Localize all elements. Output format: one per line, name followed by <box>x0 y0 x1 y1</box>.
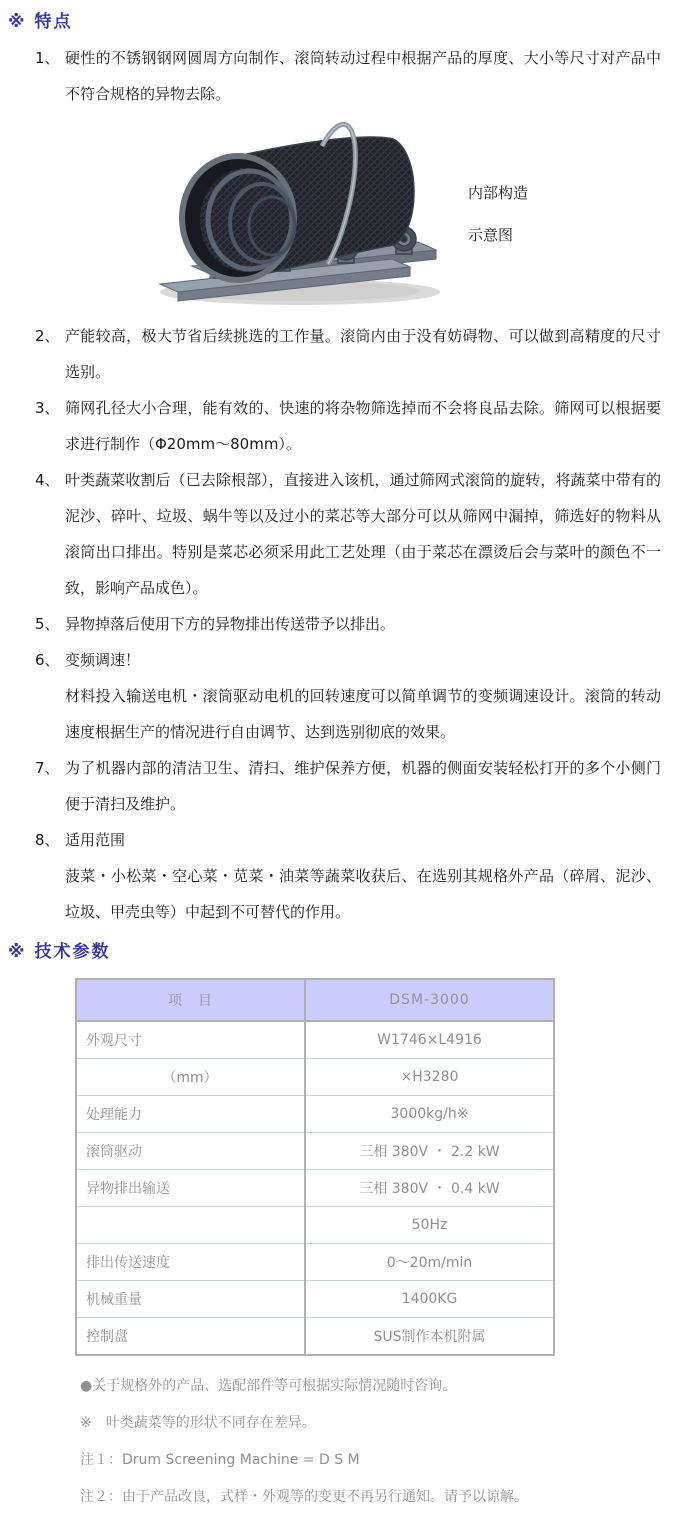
features-section-heading: ※ 特点 <box>8 12 73 32</box>
feature-item-6-detail <box>35 678 689 750</box>
specs-table <box>75 978 555 1356</box>
feature-number: 8、 <box>35 831 60 849</box>
spec-item-value: 三相 380V ・ 0.4 kW <box>305 1170 554 1207</box>
feature-item-7 <box>35 750 689 822</box>
spec-item-value: ×H3280 <box>305 1059 554 1096</box>
feature-item-1 <box>35 40 689 112</box>
spec-item-label: 异物排出输送 <box>76 1170 305 1207</box>
feature-number: 3、 <box>35 399 60 417</box>
feature-text: 异物掉落后使用下方的异物排出传送带予以排出。 <box>65 615 396 633</box>
spec-item-value: 1400KG <box>305 1281 554 1318</box>
specs-row-capacity <box>76 1096 554 1133</box>
feature-number: 7、 <box>35 759 60 777</box>
specs-row-drum-drive <box>76 1133 554 1170</box>
spec-item-label: 排出传送速度 <box>76 1244 305 1281</box>
figure-caption-line2: 示意图 <box>468 226 514 244</box>
figure-caption-line1: 内部构造 <box>468 184 529 202</box>
feature-item-3 <box>35 390 689 462</box>
feature-text: 产能较高，极大节省后续挑选的工作量。滚筒内由于没有妨碍物、可以做到高精度的尺寸选别。 <box>65 327 661 381</box>
drum-machine-image <box>150 120 442 308</box>
spec-item-label: 滚筒驱动 <box>76 1133 305 1170</box>
feature-detail-text: 菠菜・小松菜・空心菜・苋菜・油菜等蔬菜收获后、在选别其规格外产品（碎屑、泥沙、垃圾、甲壳虫等）中起到不可替代的作用。 <box>65 867 661 921</box>
feature-number: 5、 <box>35 615 60 633</box>
footnotes <box>80 1368 689 1516</box>
feature-number: 4、 <box>35 471 60 489</box>
machine-figure <box>150 120 689 308</box>
feature-item-5 <box>35 606 689 642</box>
feature-item-2 <box>35 318 689 390</box>
feature-text: 适用范围 <box>65 831 126 849</box>
feature-number: 1、 <box>35 49 60 67</box>
spec-item-value: 0～20m/min <box>305 1244 554 1281</box>
spec-item-value: SUS制作本机附属 <box>305 1318 554 1356</box>
footnote-dsm-abbreviation: 注１：Drum Screening Machine = D S M <box>80 1452 360 1468</box>
specs-header-row <box>76 979 554 1021</box>
feature-number: 2、 <box>35 327 60 345</box>
feature-text: 筛网孔径大小合理，能有效的、快速的将杂物筛选掉而不会将良品去除。筛网可以根据要求进行制作（Φ20mm～80mm）。 <box>65 399 661 453</box>
feature-text: 硬性的不锈钢钢网圆周方向制作、滚筒转动过程中根据产品的厚度、大小等尺寸对产品中不符合规格的异物去除。 <box>65 49 661 103</box>
feature-text: 为了机器内部的清洁卫生、清扫、维护保养方便，机器的侧面安装轻松打开的多个小侧门便于清扫及维护。 <box>65 759 661 813</box>
spec-item-value: 三相 380V ・ 2.2 kW <box>305 1133 554 1170</box>
spec-item-label: 控制盘 <box>76 1318 305 1356</box>
footnote-design-change: 注２：由于产品改良，式样・外观等的变更不再另行通知。请予以谅解。 <box>80 1489 528 1505</box>
feature-item-8 <box>35 822 689 858</box>
feature-number-spacer <box>35 858 65 930</box>
specs-row-control-panel <box>76 1318 554 1356</box>
specs-header-item: 项 目 <box>76 979 305 1021</box>
spec-item-label <box>76 1207 305 1244</box>
feature-item-4 <box>35 462 689 606</box>
specs-section-heading: ※ 技术参数 <box>8 942 111 962</box>
feature-item-8-detail <box>35 858 689 930</box>
feature-text: 变频调速！ <box>65 651 141 669</box>
spec-item-label: 处理能力 <box>76 1096 305 1133</box>
spec-item-label: （mm） <box>76 1059 305 1096</box>
feature-number: 6、 <box>35 651 60 669</box>
feature-detail-text: 材料投入输送电机・滚筒驱动电机的回转速度可以简单调节的变频调速设计。滚筒的转动速度根据生产的情况进行自由调节、达到选别彻底的效果。 <box>65 687 661 741</box>
feature-number-spacer <box>35 678 65 750</box>
specs-row-weight <box>76 1281 554 1318</box>
spec-item-value: 3000kg/h※ <box>305 1096 554 1133</box>
feature-item-6 <box>35 642 689 678</box>
specs-row-discharge-conveyor <box>76 1170 554 1207</box>
footnote-variance: ※ 叶类蔬菜等的形状不同存在差异。 <box>80 1415 316 1431</box>
specs-header-model: DSM-3000 <box>305 979 554 1021</box>
spec-item-label: 外观尺寸 <box>76 1021 305 1059</box>
spec-item-label: 机械重量 <box>76 1281 305 1318</box>
specs-row-belt-speed <box>76 1244 554 1281</box>
spec-item-value: 50Hz <box>305 1207 554 1244</box>
specs-row-dimensions <box>76 1021 554 1059</box>
footnote-inquiry: ●关于规格外的产品、选配部件等可根据实际情况随时咨询。 <box>80 1378 457 1394</box>
spec-item-value: W1746×L4916 <box>377 1032 482 1048</box>
specs-row-frequency <box>76 1207 554 1244</box>
figure-captions <box>468 172 528 308</box>
specs-row-dimensions-unit <box>76 1059 554 1096</box>
feature-text: 叶类蔬菜收割后（已去除根部），直接进入该机，通过筛网式滚筒的旋转，将蔬菜中带有的泥沙、碎叶、垃圾、蜗牛等以及过小的菜芯等大部分可以从筛网中漏掉，筛选好的物料从滚筒出口排出。特别是菜芯必须采用此工艺处理（由于菜芯在漂烫后会与菜叶的颜色不一致，影响产品成色）。 <box>65 471 661 597</box>
